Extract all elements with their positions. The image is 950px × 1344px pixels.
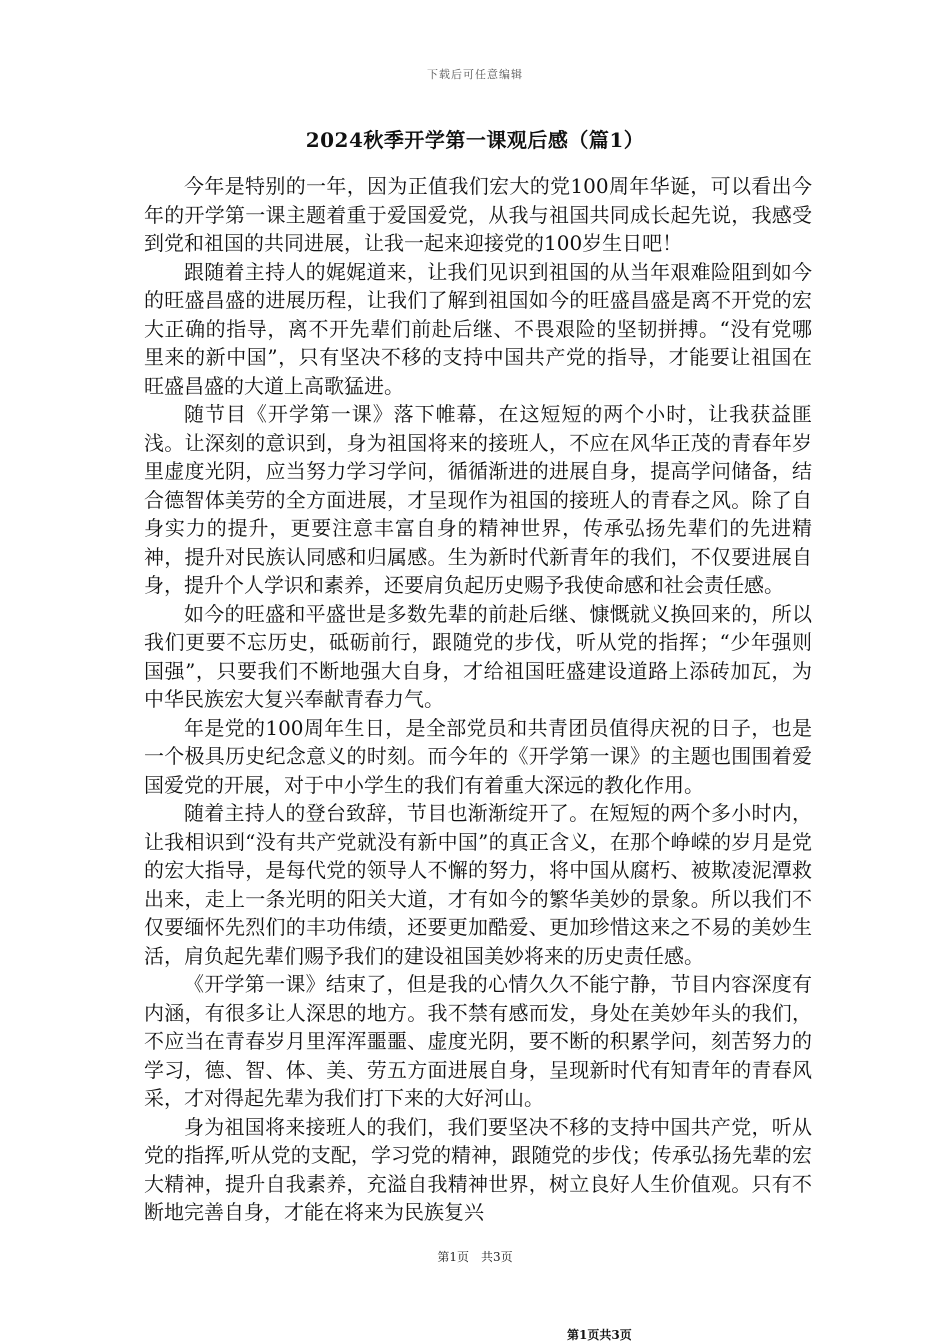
paragraph-5: 年是党的100周年生日，是全部党员和共青团员值得庆祝的日子，也是一个极具历史纪念意义的时刻。而今年的《开学第一课》的主题也围围着爱国爱党的开展，对于中小学生的我们有着重大深远的教化作用。 [144,715,812,797]
paragraph-4: 如今的旺盛和平盛世是多数先辈的前赴后继、慷慨就义换回来的，所以我们更要不忘历史，砥砺前行，跟随党的步伐，听从党的指挥；“少年强则国强”，只要我们不断地强大自身，才给祖国旺盛建设道路上添砖加瓦，为中华民族宏大复兴奉献青春力气。 [144,601,812,711]
page-number-center: 第1页 共3页 [437,1250,513,1264]
paragraph-3: 随节目《开学第一课》落下帷幕，在这短短的两个小时，让我获益匪浅。让深刻的意识到，身为祖国将来的接班人，不应在风华正茂的青春年岁里虚度光阴，应当努力学习学问，循循渐进的进展自身，提高学问储备，结合德智体美劳的全方面进展，才呈现作为祖国的接班人的青春之风。除了自身实力的提升，更要注意丰富自身的精神世界，传承弘扬先辈们的先进精神，提升对民族认同感和归属感。生为新时代新青年的我们，不仅要进展自身，提升个人学识和素养，还要肩负起历史赐予我使命感和社会责任感。 [144,402,812,597]
paragraph-8: 身为祖国将来接班人的我们，我们要坚决不移的支持中国共产党，听从党的指挥,听从党的支配，学习党的精神，跟随党的步伐；传承弘扬先辈的宏大精神，提升自我素养，充溢自我精神世界，树立良好人生价值观。只有不断地完善自身，才能在将来为民族复兴 [144,1114,812,1224]
paragraph-7: 《开学第一课》结束了，但是我的心情久久不能宁静，节目内容深度有内涵，有很多让人深思的地方。我不禁有感而发，身处在美妙年头的我们，不应当在青春岁月里浑浑噩噩、虚度光阴，要不断的积累学问，刻苦努力的学习，德、智、体、美、劳五方面进展自身，呈现新时代有知青年的青春风采，才对得起先辈为我们打下来的大好河山。 [144,972,812,1110]
document-body [144,172,812,1227]
header-note: 下载后可任意编辑 [427,68,523,81]
paragraph-6: 随着主持人的登台致辞，节目也渐渐绽开了。在短短的两个多小时内，让我相识到“没有共产党就没有新中国”的真正含义，在那个峥嵘的岁月是党的宏大指导，是每代党的领导人不懈的努力，将中国从腐朽、被欺凌泥潭救出来，走上一条光明的阳关大道，才有如今的繁华美妙的景象。所以我们不仅要缅怀先烈们的丰功伟绩，还要更加酷爱、更加珍惜这来之不易的美妙生活，肩负起先辈们赐予我们的建设祖国美妙将来的历史责任感。 [144,801,812,968]
paragraph-1: 今年是特别的一年，因为正值我们宏大的党100周年华诞，可以看出今年的开学第一课主题着重于爱国爱党，从我与祖国共同成长起先说，我感受到党和祖国的共同进展，让我一起来迎接党的100岁生日吧！ [144,174,812,255]
paragraph-2: 跟随着主持人的娓娓道来，让我们见识到祖国的从当年艰难险阻到如今的旺盛昌盛的进展历程，让我们了解到祖国如今的旺盛昌盛是离不开党的宏大正确的指导，离不开先辈们前赴后继、不畏艰险的坚韧拼搏。“没有党哪里来的新中国”，只有坚决不移的支持中国共产党的指导，才能要让祖国在旺盛昌盛的大道上高歌猛进。 [144,259,812,398]
document-title: 2024秋季开学第一课观后感（篇1） [305,128,645,152]
page-number-corner: 第1页共3页 [567,1328,632,1342]
